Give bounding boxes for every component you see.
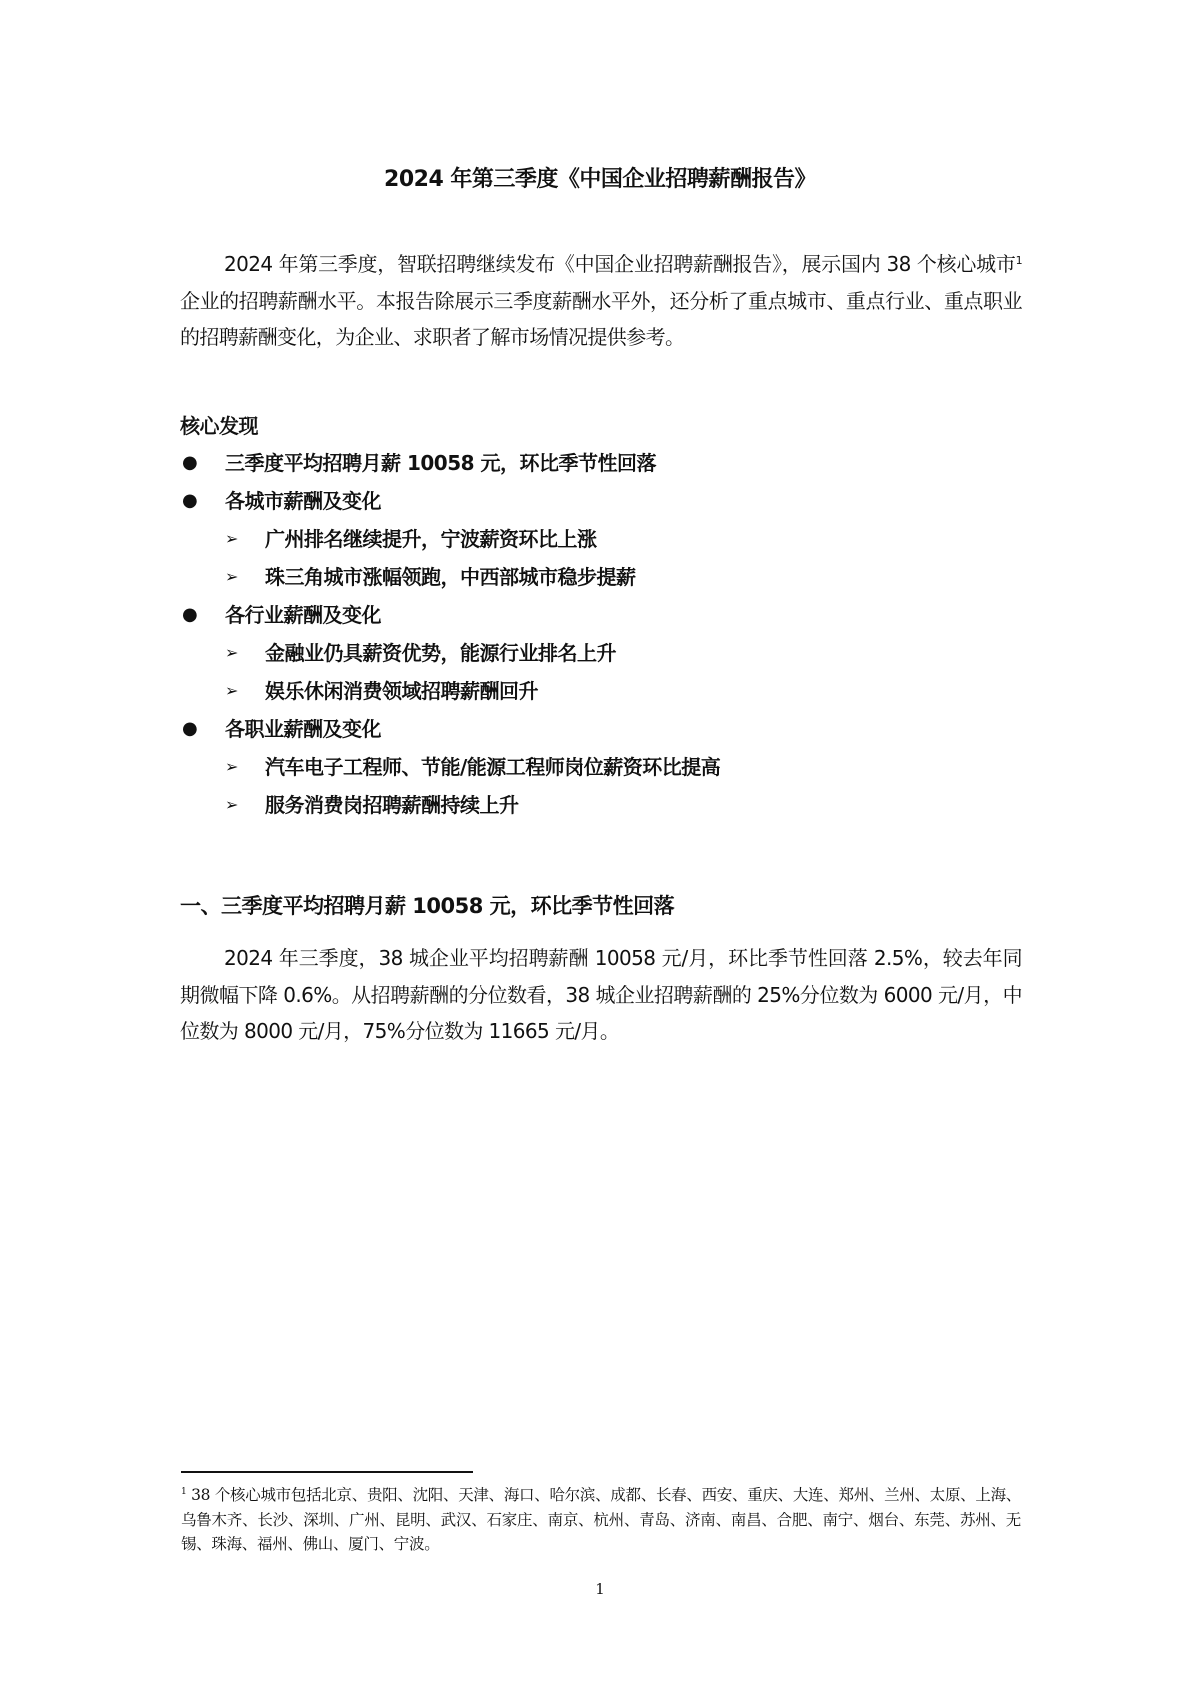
footnote-divider (181, 1471, 473, 1473)
document-title: 2024 年第三季度《中国企业招聘薪酬报告》 (384, 167, 816, 192)
finding-subitem: ➢ 汽车电子工程师、节能/能源工程师岗位薪资环比提高 (180, 748, 1040, 786)
findings-heading: 核心发现 (180, 414, 258, 438)
finding-subitem: ➢ 金融业仍具薪资优势，能源行业排名上升 (180, 634, 1040, 672)
intro-text-part1: 2024 年第三季度，智联招聘继续发布《中国企业招聘薪酬报告》，展示国内 38 个核心城市 (224, 252, 1016, 276)
finding-subitem: ➢ 珠三角城市涨幅领跑，中西部城市稳步提薪 (180, 558, 1040, 596)
footnote (181, 1483, 1021, 1557)
footnote-text: 38 个核心城市包括北京、贵阳、沈阳、天津、海口、哈尔滨、成都、长春、西安、重庆、大连、郑州、兰州、太原、上海、乌鲁木齐、长沙、深圳、广州、昆明、武汉、石家庄、南京、杭州、青岛、济南、南昌、合肥、南宁、烟台、东莞、苏州、无锡、珠海、福州、佛山、厦门、宁波。 (181, 1486, 1021, 1553)
bullet-icon: ● (182, 452, 198, 473)
finding-subitem: ➢ 广州排名继续提升，宁波薪资环比上涨 (180, 520, 1040, 558)
page-number: 1 (595, 1580, 605, 1598)
finding-subitem: ➢ 服务消费岗招聘薪酬持续上升 (180, 786, 1040, 824)
finding-item: ● 各职业薪酬及变化 (180, 710, 1040, 748)
section-1-body: 2024 年三季度，38 城企业平均招聘薪酬 10058 元/月，环比季节性回落 2.5%，较去年同期微幅下降 0.6%。从招聘薪酬的分位数看，38 城企业招聘薪酬的 25%分位数为 6000 元/月，中位数为 8000 元/月，75%分位数为 11665 元/月。 (180, 946, 1022, 1043)
section-1-paragraph (180, 940, 1022, 1050)
finding-subitem: ➢ 娱乐休闲消费领域招聘薪酬回升 (180, 672, 1040, 710)
intro-paragraph (180, 246, 1022, 356)
finding-item: ● 各城市薪酬及变化 (180, 482, 1040, 520)
findings-list (180, 444, 1040, 824)
bullet-icon: ● (182, 490, 198, 511)
bullet-icon: ● (182, 604, 198, 625)
finding-item: ● 各行业薪酬及变化 (180, 596, 1040, 634)
footnote-reference[interactable]: 1 (1015, 254, 1022, 267)
footnote-mark: 1 (181, 1487, 187, 1497)
intro-text-part2: 企业的招聘薪酬水平。本报告除展示三季度薪酬水平外，还分析了重点城市、重点行业、重点职业的招聘薪酬变化，为企业、求职者了解市场情况提供参考。 (180, 288, 1022, 349)
section-1-heading: 一、三季度平均招聘月薪 10058 元，环比季节性回落 (180, 894, 675, 918)
arrow-bullet-icon: ➢ (225, 567, 238, 586)
arrow-bullet-icon: ➢ (225, 795, 238, 814)
bullet-icon: ● (182, 718, 198, 739)
finding-item: ● 三季度平均招聘月薪 10058 元，环比季节性回落 (180, 444, 1040, 482)
arrow-bullet-icon: ➢ (225, 529, 238, 548)
arrow-bullet-icon: ➢ (225, 681, 238, 700)
arrow-bullet-icon: ➢ (225, 757, 238, 776)
arrow-bullet-icon: ➢ (225, 643, 238, 662)
